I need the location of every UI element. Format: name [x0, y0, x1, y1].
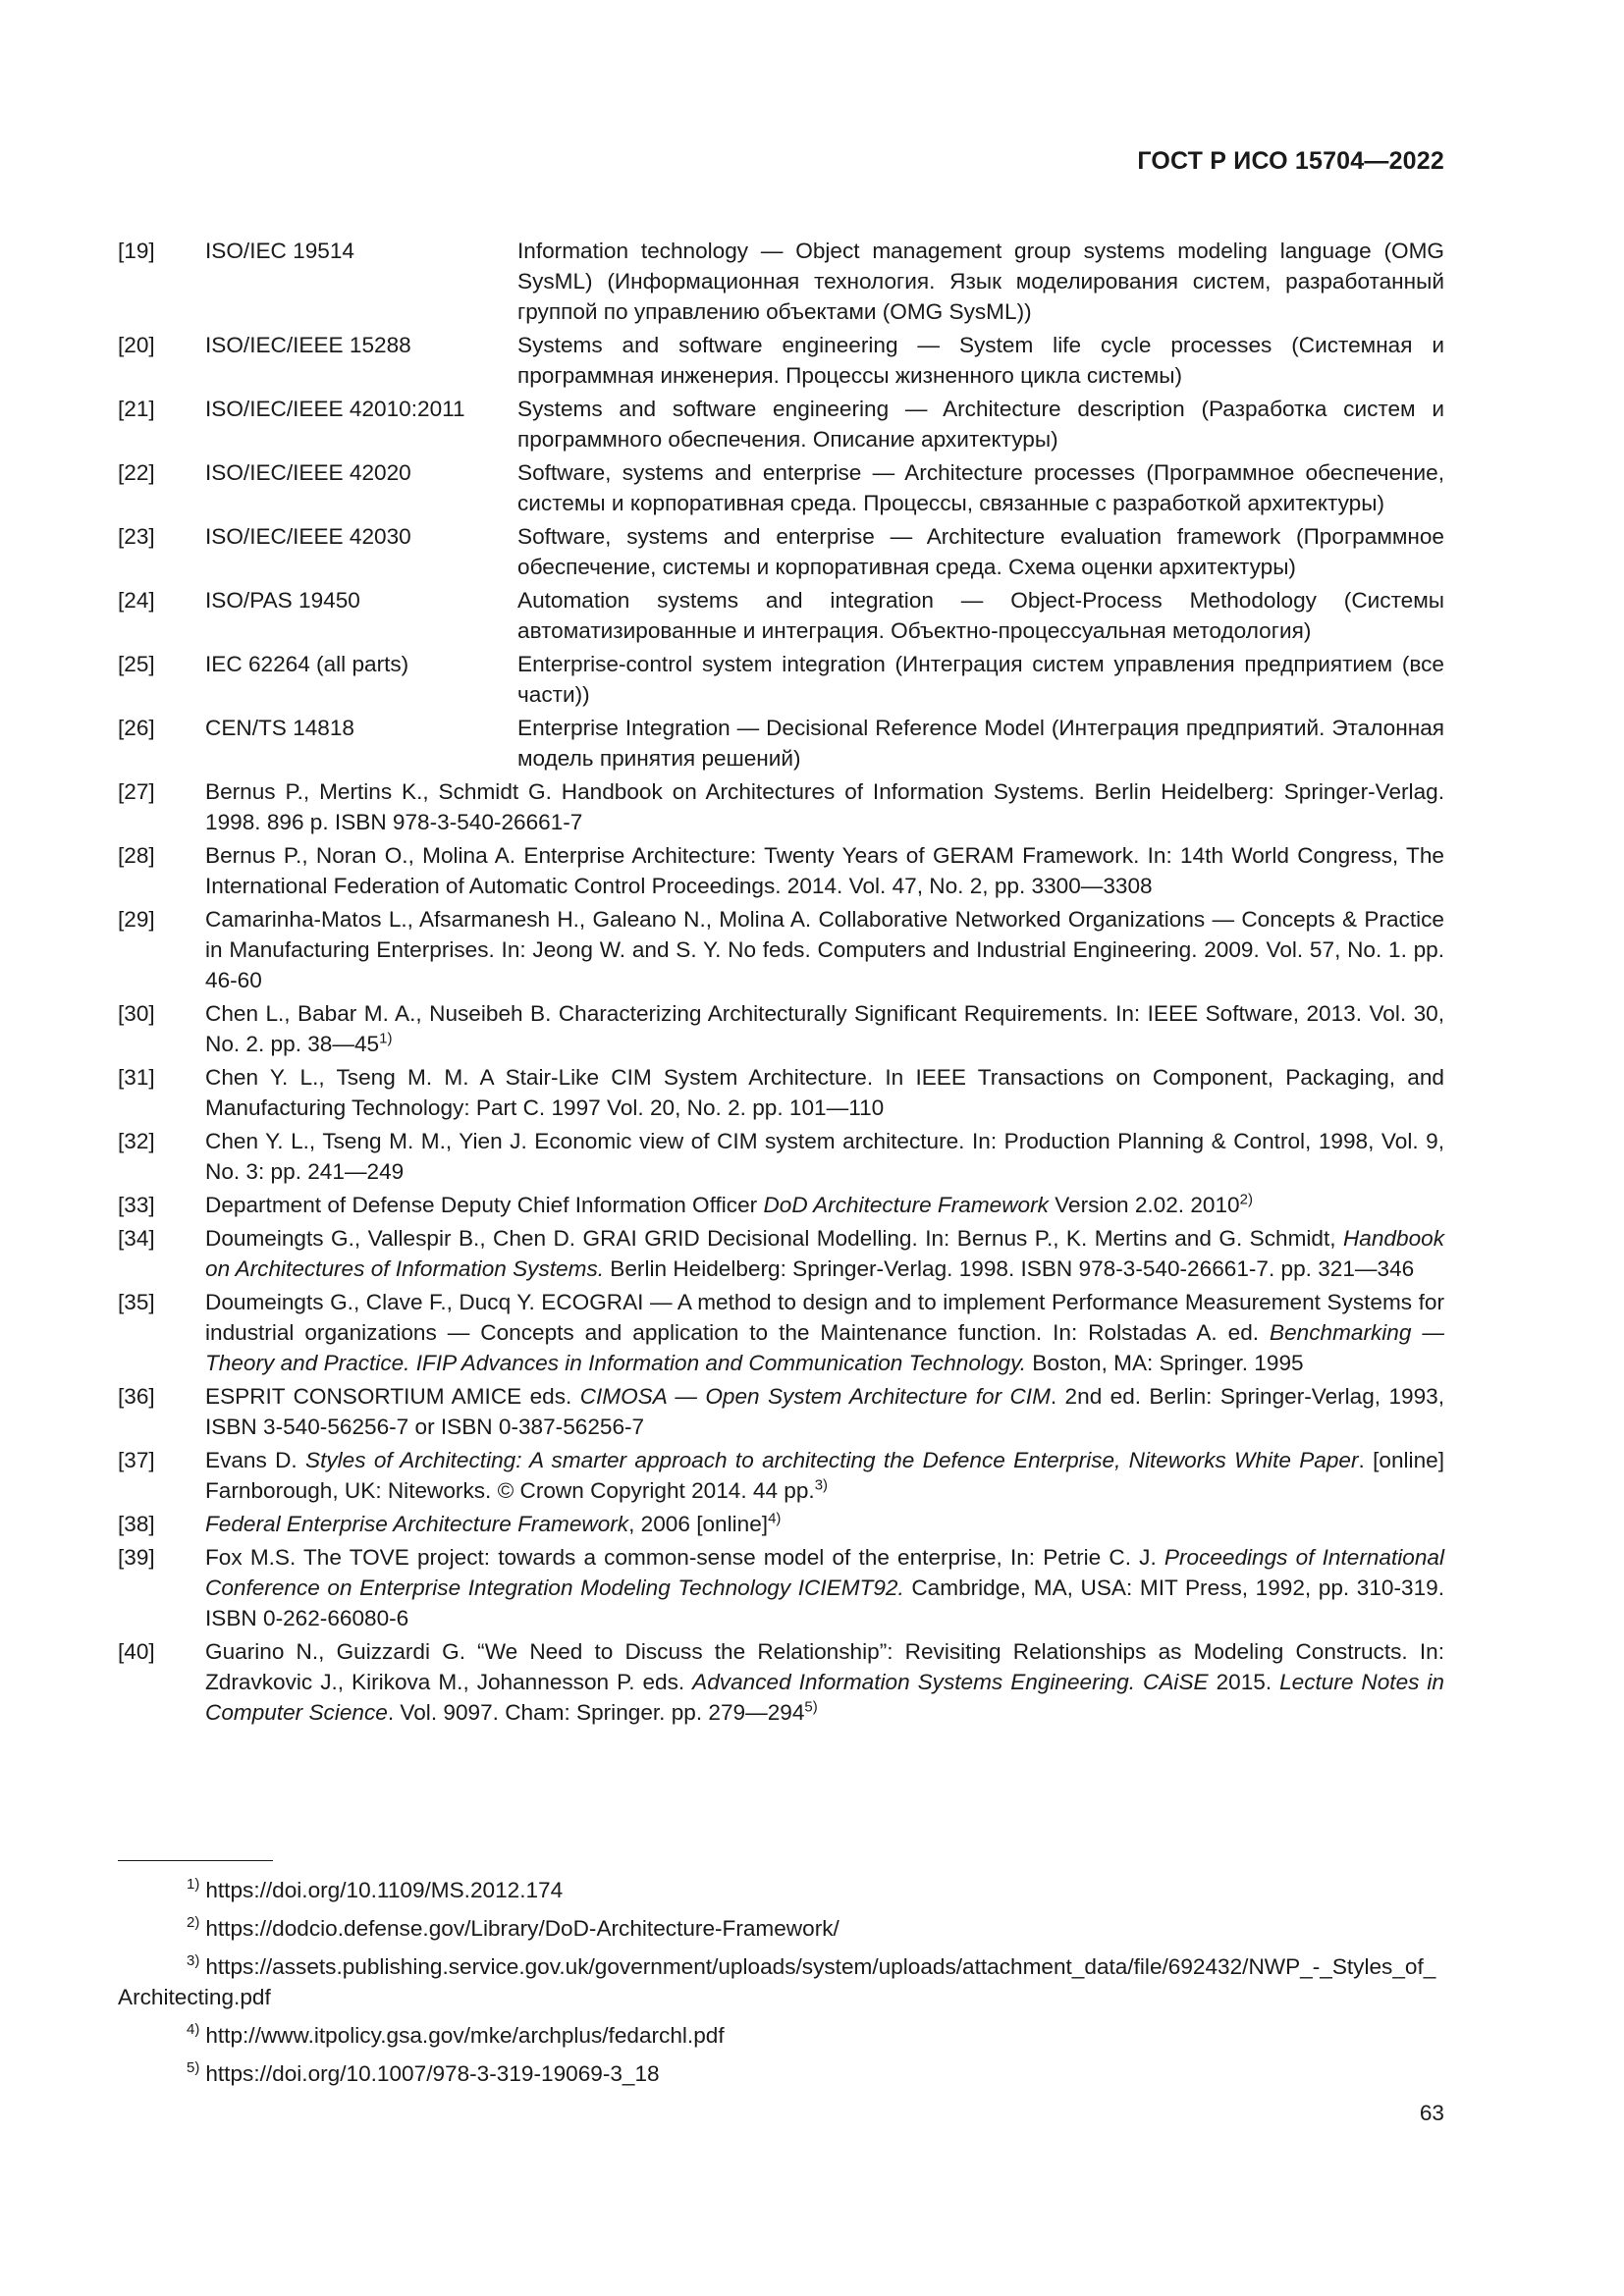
footnote-divider	[118, 1860, 273, 1861]
ref-number: [27]	[118, 779, 155, 804]
citation-text: . 2nd ed. Berlin: Springer-Verlag, 1993, ISBN 3-540-56256-7 or ISBN 0-387-56256-7	[205, 1384, 1444, 1439]
ref-number: [23]	[118, 524, 155, 549]
citation-title: Lecture Notes in Computer Science	[205, 1670, 1444, 1725]
footnote	[118, 1875, 1444, 1905]
standard-title: Automation systems and integration — Object-Process Methodology (Системы автоматизированные и интеграция. Объектно-процессуальная методология)	[517, 588, 1444, 643]
citation-text: Version 2.02. 2010	[1048, 1193, 1240, 1217]
ref-number: [28]	[118, 843, 155, 868]
footnote-marker: 4)	[187, 2021, 200, 2039]
ref-number: [38]	[118, 1512, 155, 1536]
footnote-marker: 1)	[379, 1030, 393, 1047]
bibliography-entry	[118, 1190, 1444, 1220]
bibliography-entry	[118, 776, 1444, 837]
standard-code: ISO/IEC/IEEE 15288	[205, 333, 411, 357]
page-header-title: ГОСТ Р ИСО 15704—2022	[1137, 147, 1444, 175]
bibliography-entry	[118, 1381, 1444, 1442]
bibliography-entry	[118, 330, 1444, 391]
citation-text: , 2006 [online]	[628, 1512, 769, 1536]
footnote-marker: 4)	[768, 1510, 782, 1527]
citation-body	[205, 1509, 1444, 1539]
ref-number: [22]	[118, 460, 155, 485]
citation-body	[205, 1287, 1444, 1378]
bibliography-entry	[118, 585, 1444, 646]
standard-title: Software, systems and enterprise — Architecture processes (Программное обеспечение, системы и корпоративная среда. Процессы, связанные с разработкой архитектуры)	[517, 460, 1444, 515]
citation-text: Chen Y. L., Tseng M. M., Yien J. Economic view of CIM system architecture. In: Production Planning & Control, 1998, Vol. 9, No. 3: pp. 241—249	[205, 1129, 1444, 1184]
citation-title: Styles of Architecting: A smarter approach to architecting the Defence Enterprise, Niteworks White Paper	[305, 1448, 1359, 1472]
bibliography-entry	[118, 649, 1444, 710]
citation-body	[205, 1190, 1444, 1220]
ref-number: [37]	[118, 1448, 155, 1472]
citation-text: Evans D.	[205, 1448, 306, 1472]
ref-number: [24]	[118, 588, 155, 613]
citation-body	[205, 1223, 1444, 1284]
citation-text: Chen L., Babar M. A., Nuseibeh B. Characterizing Architecturally Significant Requirements. In: IEEE Software, 2013. Vol. 30, No. 2. pp. 38—45	[205, 1001, 1444, 1056]
footnote	[118, 1913, 1444, 1944]
citation-body	[205, 1636, 1444, 1728]
citation-body	[205, 1381, 1444, 1442]
ref-number: [40]	[118, 1639, 155, 1664]
standard-code: CEN/TS 14818	[205, 716, 354, 740]
citation-text: Bernus P., Noran O., Molina A. Enterprise Architecture: Twenty Years of GERAM Framework. In: 14th World Congress, The International Federation of Automatic Control Proceedings. 2014. Vol. 47, No. 2, pp. 3300—3308	[205, 843, 1444, 898]
citation-title: Benchmarking — Theory and Practice. IFIP Advances in Information and Communication Technology.	[205, 1320, 1444, 1375]
citation-body	[205, 1445, 1444, 1506]
footnote-marker: 2)	[187, 1914, 200, 1932]
bibliography-entry	[118, 1542, 1444, 1633]
ref-number: [29]	[118, 907, 155, 932]
ref-number: [20]	[118, 333, 155, 357]
citation-title: Handbook on Architectures of Information Systems.	[205, 1226, 1444, 1281]
citation-text: . Vol. 9097. Cham: Springer. pp. 279—294	[387, 1700, 805, 1725]
ref-number: [21]	[118, 397, 155, 421]
footnote-url: https://assets.publishing.service.gov.uk/government/uploads/system/uploads/attachment_data/file/692432/NWP_-_Styles_of_Architecting.pdf	[118, 1954, 1436, 2009]
standard-title: Enterprise Integration — Decisional Reference Model (Интеграция предприятий. Эталонная модель принятия решений)	[517, 716, 1444, 771]
ref-number: [35]	[118, 1290, 155, 1314]
standard-code: ISO/IEC/IEEE 42020	[205, 460, 411, 485]
citation-text: Berlin Heidelberg: Springer-Verlag. 1998. ISBN 978-3-540-26661-7. pp. 321—346	[604, 1256, 1415, 1281]
ref-number: [39]	[118, 1545, 155, 1570]
bibliography-entry	[118, 904, 1444, 995]
footnote-marker: 3)	[814, 1476, 829, 1494]
bibliography-entry	[118, 236, 1444, 327]
citation-text: Camarinha-Matos L., Afsarmanesh H., Galeano N., Molina A. Collaborative Networked Organizations — Concepts & Practice in Manufacturing Enterprises. In: Jeong W. and S. Y. No feds. Computers and Industrial Engineering. 2009. Vol. 57, No. 1. pp. 46-60	[205, 907, 1444, 992]
citation-title: Federal Enterprise Architecture Framework	[205, 1512, 629, 1536]
citation-body	[205, 1542, 1444, 1633]
bibliography-entry	[118, 1445, 1444, 1506]
bibliography-entry	[118, 1636, 1444, 1728]
ref-number: [31]	[118, 1065, 155, 1090]
bibliography-entry	[118, 840, 1444, 901]
citation-text: Department of Defense Deputy Chief Information Officer	[205, 1193, 764, 1217]
citation-body	[205, 998, 1444, 1059]
bibliography-entry	[118, 521, 1444, 582]
standard-code: ISO/IEC/IEEE 42010:2011	[205, 397, 465, 421]
citation-text: 2015.	[1208, 1670, 1280, 1694]
standard-title: Systems and software engineering — Architecture description (Разработка систем и программного обеспечения. Описание архитектуры)	[517, 397, 1444, 452]
citation-text: Fox M.S. The TOVE project: towards a common-sense model of the enterprise, In: Petrie C. J.	[205, 1545, 1164, 1570]
citation-title: Advanced Information Systems Engineering. CAiSE	[692, 1670, 1209, 1694]
standard-code: ISO/PAS 19450	[205, 588, 360, 613]
citation-text: Boston, MA: Springer. 1995	[1025, 1351, 1304, 1375]
citation-text: Chen Y. L., Tseng M. M. A Stair-Like CIM System Architecture. In IEEE Transactions on Component, Packaging, and Manufacturing Technology: Part C. 1997 Vol. 20, No. 2. pp. 101—110	[205, 1065, 1444, 1120]
standard-code: ISO/IEC/IEEE 42030	[205, 524, 411, 549]
bibliography-entry	[118, 457, 1444, 518]
ref-number: [19]	[118, 239, 155, 263]
bibliography-entry	[118, 1509, 1444, 1539]
ref-number: [30]	[118, 1001, 155, 1026]
ref-number: [36]	[118, 1384, 155, 1409]
bibliography-entry	[118, 1287, 1444, 1378]
ref-number: [34]	[118, 1226, 155, 1251]
bibliography-entry	[118, 1126, 1444, 1187]
standard-title: Enterprise-control system integration (Интеграция систем управления предприятием (все части))	[517, 652, 1444, 707]
standard-code: ISO/IEC 19514	[205, 239, 354, 263]
citation-title: DoD Architecture Framework	[763, 1193, 1049, 1217]
bibliography-entry	[118, 1062, 1444, 1123]
footnote-url: http://www.itpolicy.gsa.gov/mke/archplus/fedarchl.pdf	[205, 2023, 725, 2048]
standard-code: IEC 62264 (all parts)	[205, 652, 409, 676]
citation-title: Proceedings of International Conference on Enterprise Integration Modeling Technology ICIEMT92.	[205, 1545, 1444, 1600]
footnote-url: https://doi.org/10.1007/978-3-319-19069-3_18	[205, 2061, 660, 2086]
bibliography-entry	[118, 1223, 1444, 1284]
footnote-marker: 3)	[187, 1952, 200, 1970]
footnotes	[118, 1875, 1444, 2097]
bibliography-list	[118, 236, 1444, 1731]
citation-text: Doumeingts G., Clave F., Ducq Y. ECOGRAI — A method to design and to implement Performance Measurement Systems for industrial organizations — Concepts and application to the Maintenance function. In: Rolstadas A. ed.	[205, 1290, 1444, 1345]
standard-title: Software, systems and enterprise — Architecture evaluation framework (Программное обеспечение, системы и корпоративная среда. Схема оценки архитектуры)	[517, 524, 1444, 579]
ref-number: [33]	[118, 1193, 155, 1217]
footnote-url: https://doi.org/10.1109/MS.2012.174	[205, 1878, 564, 1902]
footnote	[118, 2020, 1444, 2051]
ref-number: [32]	[118, 1129, 155, 1153]
bibliography-entry	[118, 713, 1444, 774]
citation-text: Doumeingts G., Vallespir B., Chen D. GRAI GRID Decisional Modelling. In: Bernus P., K. Mertins and G. Schmidt,	[205, 1226, 1343, 1251]
citation-text: ESPRIT CONSORTIUM AMICE eds.	[205, 1384, 580, 1409]
citation-title: CIMOSA — Open System Architecture for CIM	[579, 1384, 1051, 1409]
standard-title: Information technology — Object management group systems modeling language (OMG SysML) (Информационная технология. Язык моделирования систем, разработанный группой по управлению объектами (OMG SysML))	[517, 239, 1444, 324]
ref-number: [25]	[118, 652, 155, 676]
page-number: 63	[1419, 2101, 1444, 2125]
citation-text: . [online] Farnborough, UK: Niteworks. © Crown Copyright 2014. 44 pp.	[205, 1448, 1444, 1503]
footnote	[118, 1951, 1444, 2012]
citation-text: Guarino N., Guizzardi G. “We Need to Discuss the Relationship”: Revisiting Relationships as Modeling Constructs. In: Zdravkovic J., Kirikova M., Johannesson P. eds.	[205, 1639, 1444, 1694]
standard-title: Systems and software engineering — System life cycle processes (Системная и программная инженерия. Процессы жизненного цикла системы)	[517, 333, 1444, 388]
citation-text: Bernus P., Mertins K., Schmidt G. Handbook on Architectures of Information Systems. Berlin Heidelberg: Springer-Verlag. 1998. 896 p. ISBN 978-3-540-26661-7	[205, 779, 1444, 834]
citation-text: Cambridge, MA, USA: MIT Press, 1992, pp. 310-319. ISBN 0-262-66080-6	[205, 1575, 1444, 1630]
bibliography-entry	[118, 998, 1444, 1059]
bibliography-entry	[118, 394, 1444, 454]
footnote-marker: 5)	[804, 1698, 818, 1716]
footnote-marker: 2)	[1239, 1191, 1253, 1208]
footnote	[118, 2058, 1444, 2089]
footnote-marker: 1)	[187, 1876, 200, 1894]
footnote-url: https://dodcio.defense.gov/Library/DoD-Architecture-Framework/	[205, 1916, 839, 1941]
ref-number: [26]	[118, 716, 155, 740]
footnote-marker: 5)	[187, 2059, 200, 2077]
